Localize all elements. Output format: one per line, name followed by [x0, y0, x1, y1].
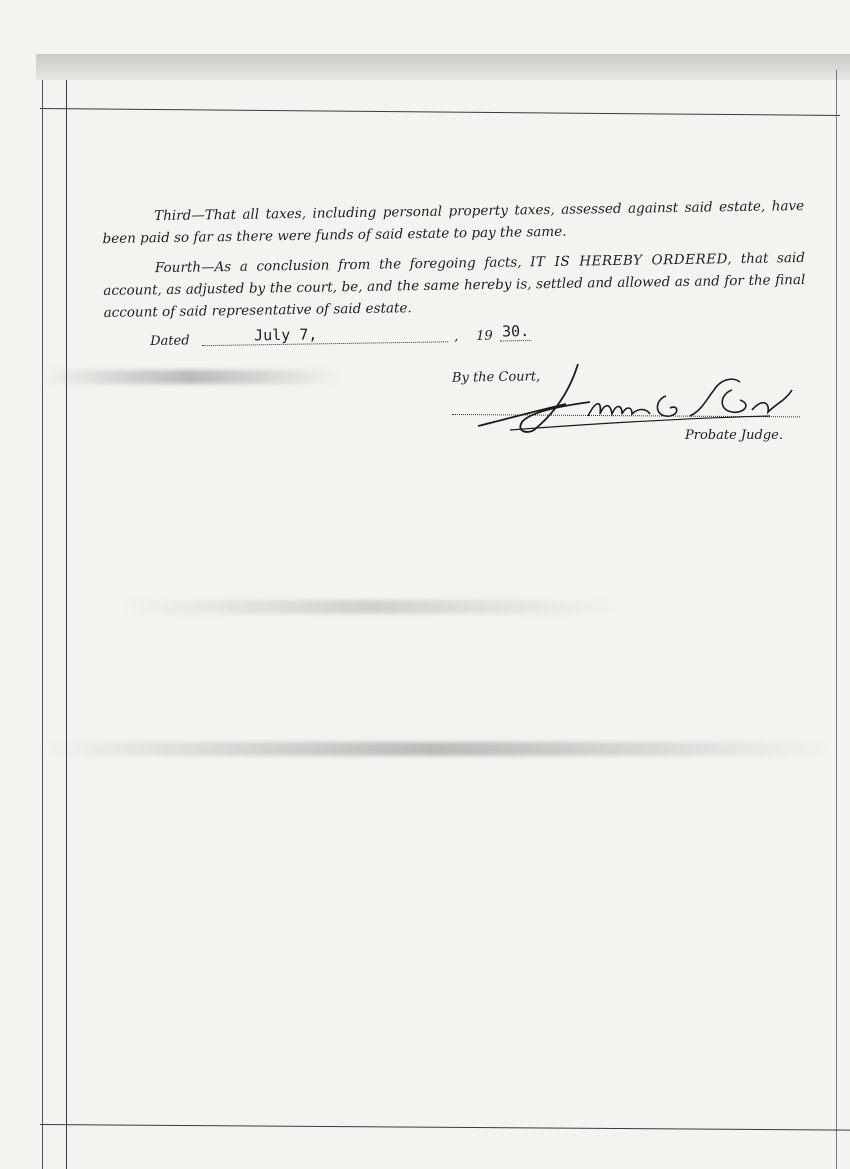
- left-margin-rule: [66, 80, 67, 1169]
- dated-dotted-line: [202, 341, 448, 346]
- order-clause: IT IS HEREBY ORDERED,: [530, 251, 733, 271]
- scan-smudge: [40, 742, 830, 756]
- by-the-court-label: By the Court,: [451, 369, 541, 386]
- fourth-intro: Fourth—As a conclusion from the foregoing facts,: [154, 254, 522, 277]
- year-suffix: 30.: [501, 322, 530, 341]
- outer-left-margin-rule: [42, 80, 43, 1169]
- scan-smudge: [120, 600, 620, 614]
- bottom-border-rule: [40, 1124, 850, 1131]
- dated-label: Dated: [150, 333, 190, 349]
- year-prefix: 19: [476, 328, 493, 344]
- probate-judge-label: Probate Judge.: [685, 428, 783, 443]
- dated-value: July 7,: [253, 325, 318, 345]
- dated-line: [150, 324, 550, 356]
- page-top-edge-shadow: [36, 54, 850, 80]
- paragraph-third: Third—That all taxes, including personal property taxes, assessed against said estate, have been paid so far as there were funds of said estate to pay the same.: [102, 197, 805, 247]
- scan-smudge: [40, 370, 340, 384]
- right-edge-rule: [836, 70, 837, 1169]
- paragraph-fourth: [103, 247, 806, 324]
- fourth-remainder: that said account, as adjusted by the court, be, and the same hereby is, settled and allowed as and for the final account of said representative of said estate.: [103, 249, 806, 321]
- order-body: [102, 195, 806, 332]
- dated-comma: ,: [454, 329, 459, 345]
- top-border-rule: [40, 108, 840, 116]
